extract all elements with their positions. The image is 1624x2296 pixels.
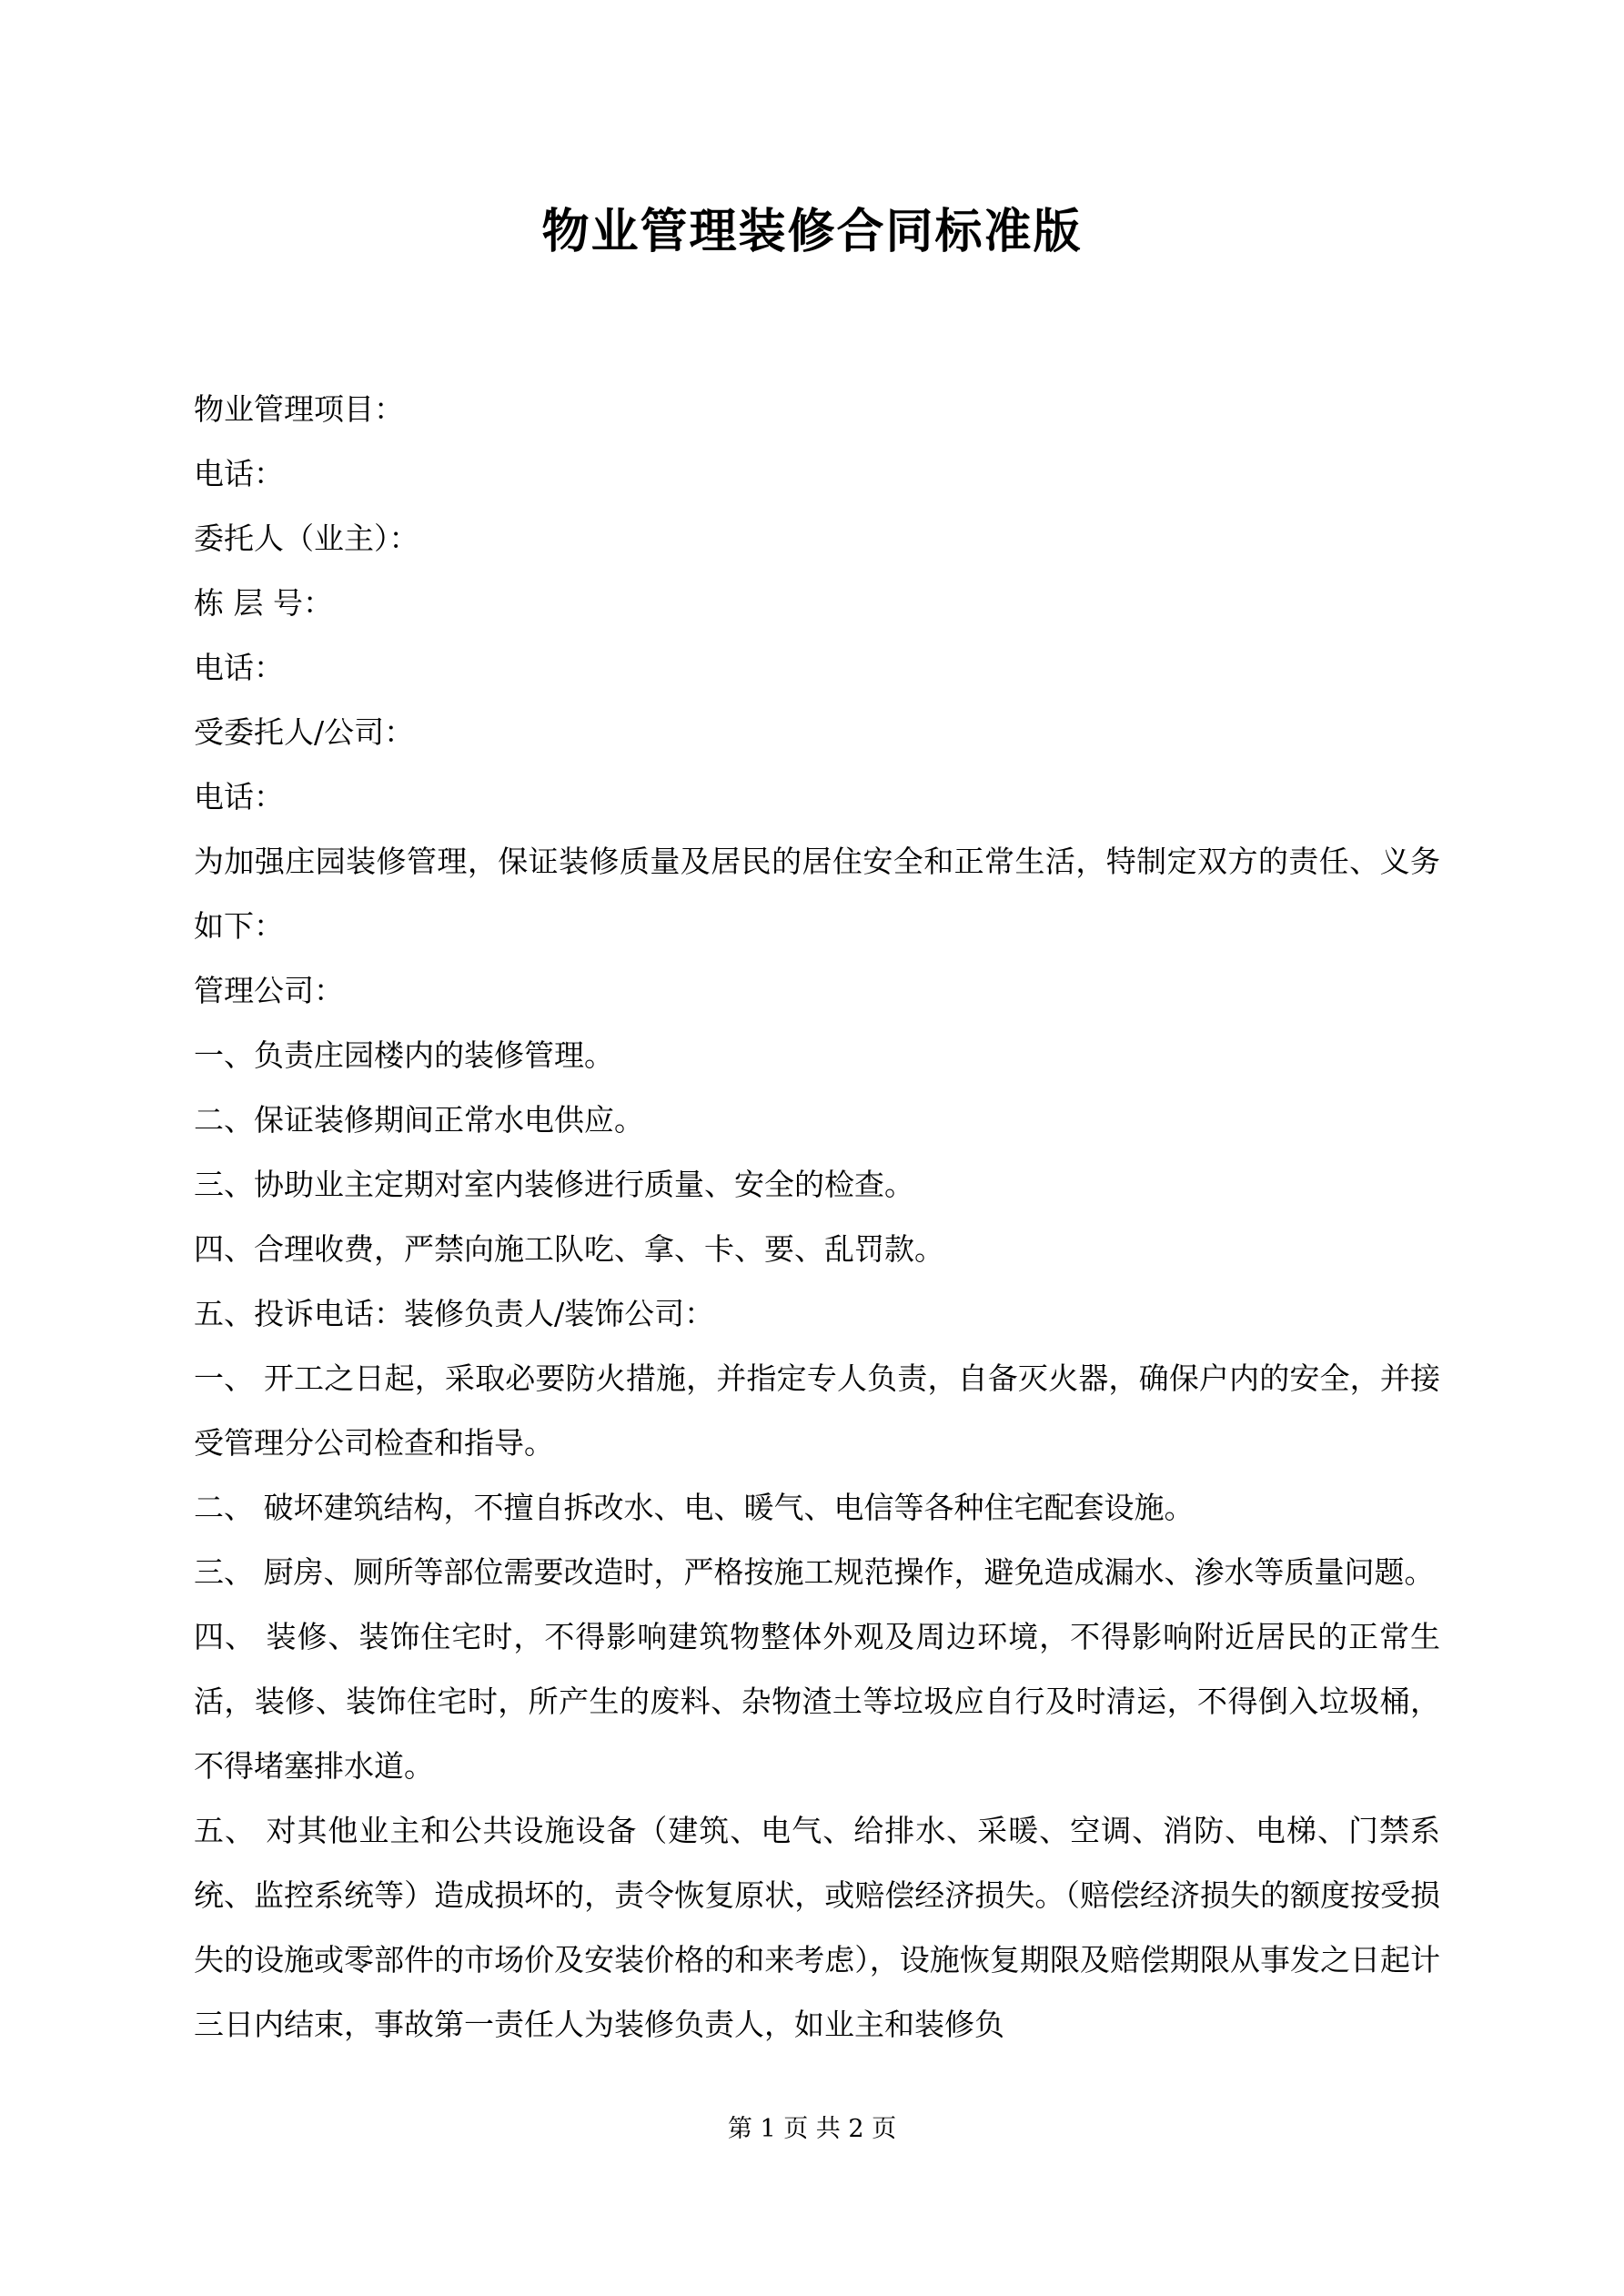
clause-item: 五、投诉电话：装修负责人/装饰公司： [194,1296,715,1331]
intro-paragraph: 为加强庄园装修管理，保证装修质量及居民的居住安全和正常生活，特制定双方的责任、义务如下： [194,844,1440,944]
field-building-floor-unit: 栋 层 号： [194,585,333,621]
field-phone-3: 电话： [194,779,284,814]
field-phone-1: 电话： [194,456,284,491]
clause-item: 三、协助业主定期对室内装修进行质量、安全的检查。 [194,1167,914,1202]
clause-item: 四、 装修、装饰住宅时，不得影响建筑物整体外观及周边环境，不得影响附近居民的正常生活，装修、装饰住宅时，所产生的废料、杂物渣土等垃圾应自行及时清运，不得倒入垃圾桶，不得堵塞排水道。 [194,1619,1440,1784]
field-contractor: 受委托人/公司： [194,714,415,750]
clause-item: 二、 破坏建筑结构，不擅自拆改水、电、暖气、电信等各种住宅配套设施。 [194,1490,1195,1525]
clause-item: 三、 厨房、厕所等部位需要改造时，严格按施工规范操作，避免造成漏水、渗水等质量问题。 [194,1554,1435,1590]
clause-item: 四、合理收费，严禁向施工队吃、拿、卡、要、乱罚款。 [194,1231,944,1267]
document-title: 物业管理装修合同标准版 [541,205,1083,259]
field-client: 委托人（业主）： [194,521,419,556]
clause-item: 一、 开工之日起，采取必要防火措施，并指定专人负责，自备灭火器，确保户内的安全，并接受管理分公司检查和指导。 [194,1360,1440,1461]
clause-item: 二、保证装修期间正常水电供应。 [194,1102,644,1138]
field-project: 物业管理项目： [194,391,404,427]
clause-item: 一、负责庄园楼内的装修管理。 [194,1037,614,1073]
clause-item: 五、 对其他业主和公共设施设备（建筑、电气、给排水、采暖、空调、消防、电梯、门禁系统、监控系统等）造成损坏的，责令恢复原状，或赔偿经济损失。（赔偿经济损失的额度按受损失的设施或零部件的市场价及安装价格的和来考虑），设施恢复期限及赔偿期限从事发之日起计三日内结束，事故第一责任人为装修负责人，如业主和装修负 [194,1813,1440,2042]
document-body [194,377,1440,2057]
field-phone-2: 电话： [194,650,284,685]
page-footer: 第 1 页 共 2 页 [727,2115,897,2143]
section-heading-management: 管理公司： [194,973,344,1008]
